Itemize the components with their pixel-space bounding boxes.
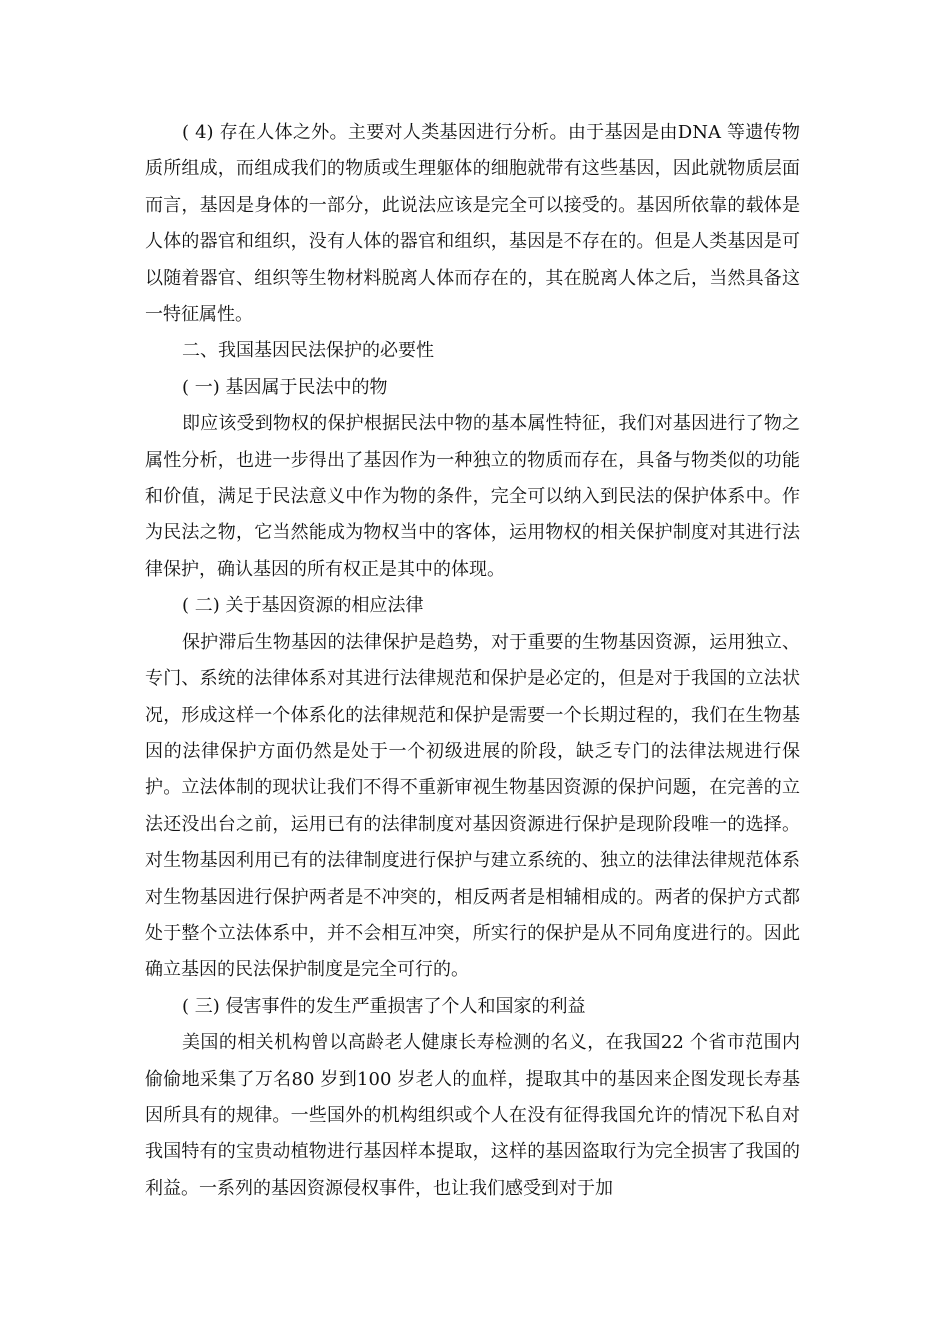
section-heading-necessity: 二、我国基因民法保护的必要性 xyxy=(182,340,434,362)
subheading-infringement: ( 三) 侵害事件的发生严重损害了个人和国家的利益 xyxy=(182,995,586,1017)
subheading-gene-as-property: ( 一) 基因属于民法中的物 xyxy=(182,376,388,398)
paragraph-infringement-cases: 美国的相关机构曾以高龄老人健康长寿检测的名义，在我国22 个省市范围内偷偷地采集了万名80 岁到100 岁老人的血样，提取其中的基因来企图发现长寿基因所具有的规律。一些国外的机构组织或个人在没有征得我国允许的情况下私自对我国特有的宝贵动植物进行基因样本提取，这样的基因盗取行为完全损害了我国的利益。一系列的基因资源侵权事件，也让我们感受到对于加 xyxy=(145,1032,800,1199)
document-body xyxy=(145,115,800,1207)
paragraph-gene-outside-body: ( 4) 存在人体之外。主要对人类基因进行分析。由于基因是由DNA 等遗传物质所组成，而组成我们的物质或生理躯体的细胞就带有这些基因，因此就物质层面而言，基因是身体的一部分，此说法应该是完全可以接受的。基因所依靠的载体是人体的器官和组织，没有人体的器官和组织，基因是不存在的。但是人类基因是可以随着器官、组织等生物材料脱离人体而存在的，其在脱离人体之后，当然具备这一特征属性。 xyxy=(145,122,800,326)
subheading-related-laws: ( 二) 关于基因资源的相应法律 xyxy=(182,595,424,617)
paragraph-legal-protection: 保护滞后生物基因的法律保护是趋势，对于重要的生物基因资源，运用独立、专门、系统的法律体系对其进行法律规范和保护是必定的，但是对于我国的立法状况，形成这样一个体系化的法律规范和保护是需要一个长期过程的，我们在生物基因的法律保护方面仍然是处于一个初级进展的阶段，缺乏专门的法律法规进行保护。立法体制的现状让我们不得不重新审视生物基因资源的保护问题，在完善的立法还没出台之前，运用已有的法律制度对基因资源进行保护是现阶段唯一的选择。对生物基因利用已有的法律制度进行保护与建立系统的、独立的法律法律规范体系对生物基因进行保护两者是不冲突的，相反两者是相辅相成的。两者的保护方式都处于整个立法体系中，并不会相互冲突，所实行的保护是从不同角度进行的。因此确立基因的民法保护制度是完全可行的。 xyxy=(145,631,800,981)
paragraph-property-protection: 即应该受到物权的保护根据民法中物的基本属性特征，我们对基因进行了物之属性分析，也进一步得出了基因作为一种独立的物质而存在，具备与物类似的功能和价值，满足于民法意义中作为物的条件，完全可以纳入到民法的保护体系中。作为民法之物，它当然能成为物权当中的客体，运用物权的相关保护制度对其进行法律保护，确认基因的所有权正是其中的体现。 xyxy=(145,413,800,580)
